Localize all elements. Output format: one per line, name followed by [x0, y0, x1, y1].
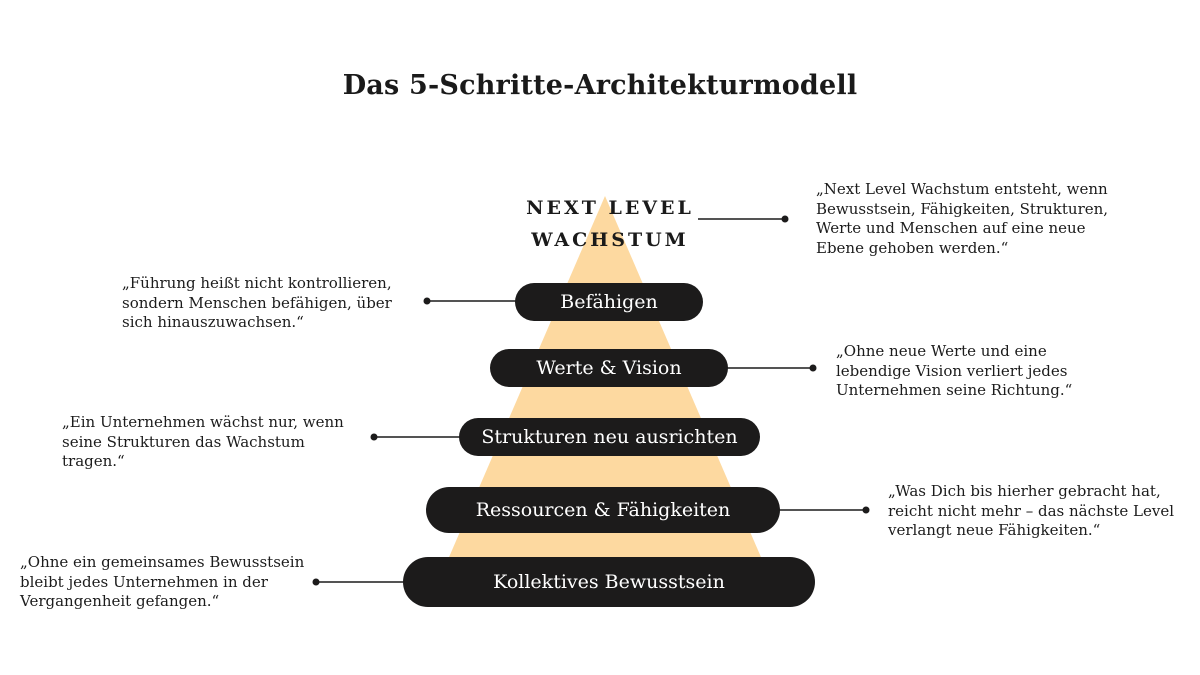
quote-kollektiv: „Ohne ein gemeinsames Bewusstsein bleibt jedes Unternehmen in der Vergangenheit gefangen.“	[20, 553, 305, 610]
level-befaehigen: Befähigen	[515, 283, 703, 321]
connector-dot-werte	[810, 365, 817, 372]
quote-befaehigen: „Führung heißt nicht kontrollieren, sondern Menschen befähigen, über sich hinauszuwachsen.“	[122, 274, 392, 331]
diagram-title: Das 5-Schritte-Architekturmodell	[342, 70, 858, 101]
quote-werte-vision: „Ohne neue Werte und eine lebendige Vision verliert jedes Unternehmen seine Richtung.“	[836, 342, 1073, 399]
connector-dot-kollektiv	[313, 579, 320, 586]
pyramid-peak-label	[500, 192, 720, 256]
level-kollektiv: Kollektives Bewusstsein	[403, 557, 815, 607]
quote-peak: „Next Level Wachstum entsteht, wenn Bewusstsein, Fähigkeiten, Strukturen, Werte und Menschen auf eine neue Ebene gehoben werden.“	[816, 180, 1109, 257]
connector-dot-peak	[782, 216, 789, 223]
quote-strukturen: „Ein Unternehmen wächst nur, wenn seine Strukturen das Wachstum tragen.“	[62, 413, 344, 470]
peak-line-1: NEXT LEVEL	[526, 197, 694, 219]
connector-dot-befaehigen	[424, 298, 431, 305]
connector-dot-ressourcen	[863, 507, 870, 514]
level-ressourcen: Ressourcen & Fähigkeiten	[426, 487, 780, 533]
level-strukturen: Strukturen neu ausrichten	[459, 418, 760, 456]
connector-dot-strukturen	[371, 434, 378, 441]
peak-line-2: WACHSTUM	[531, 229, 689, 251]
quote-ressourcen: „Was Dich bis hierher gebracht hat, reicht nicht mehr – das nächste Level verlangt neue Fähigkeiten.“	[888, 482, 1175, 539]
level-werte-vision: Werte & Vision	[490, 349, 728, 387]
